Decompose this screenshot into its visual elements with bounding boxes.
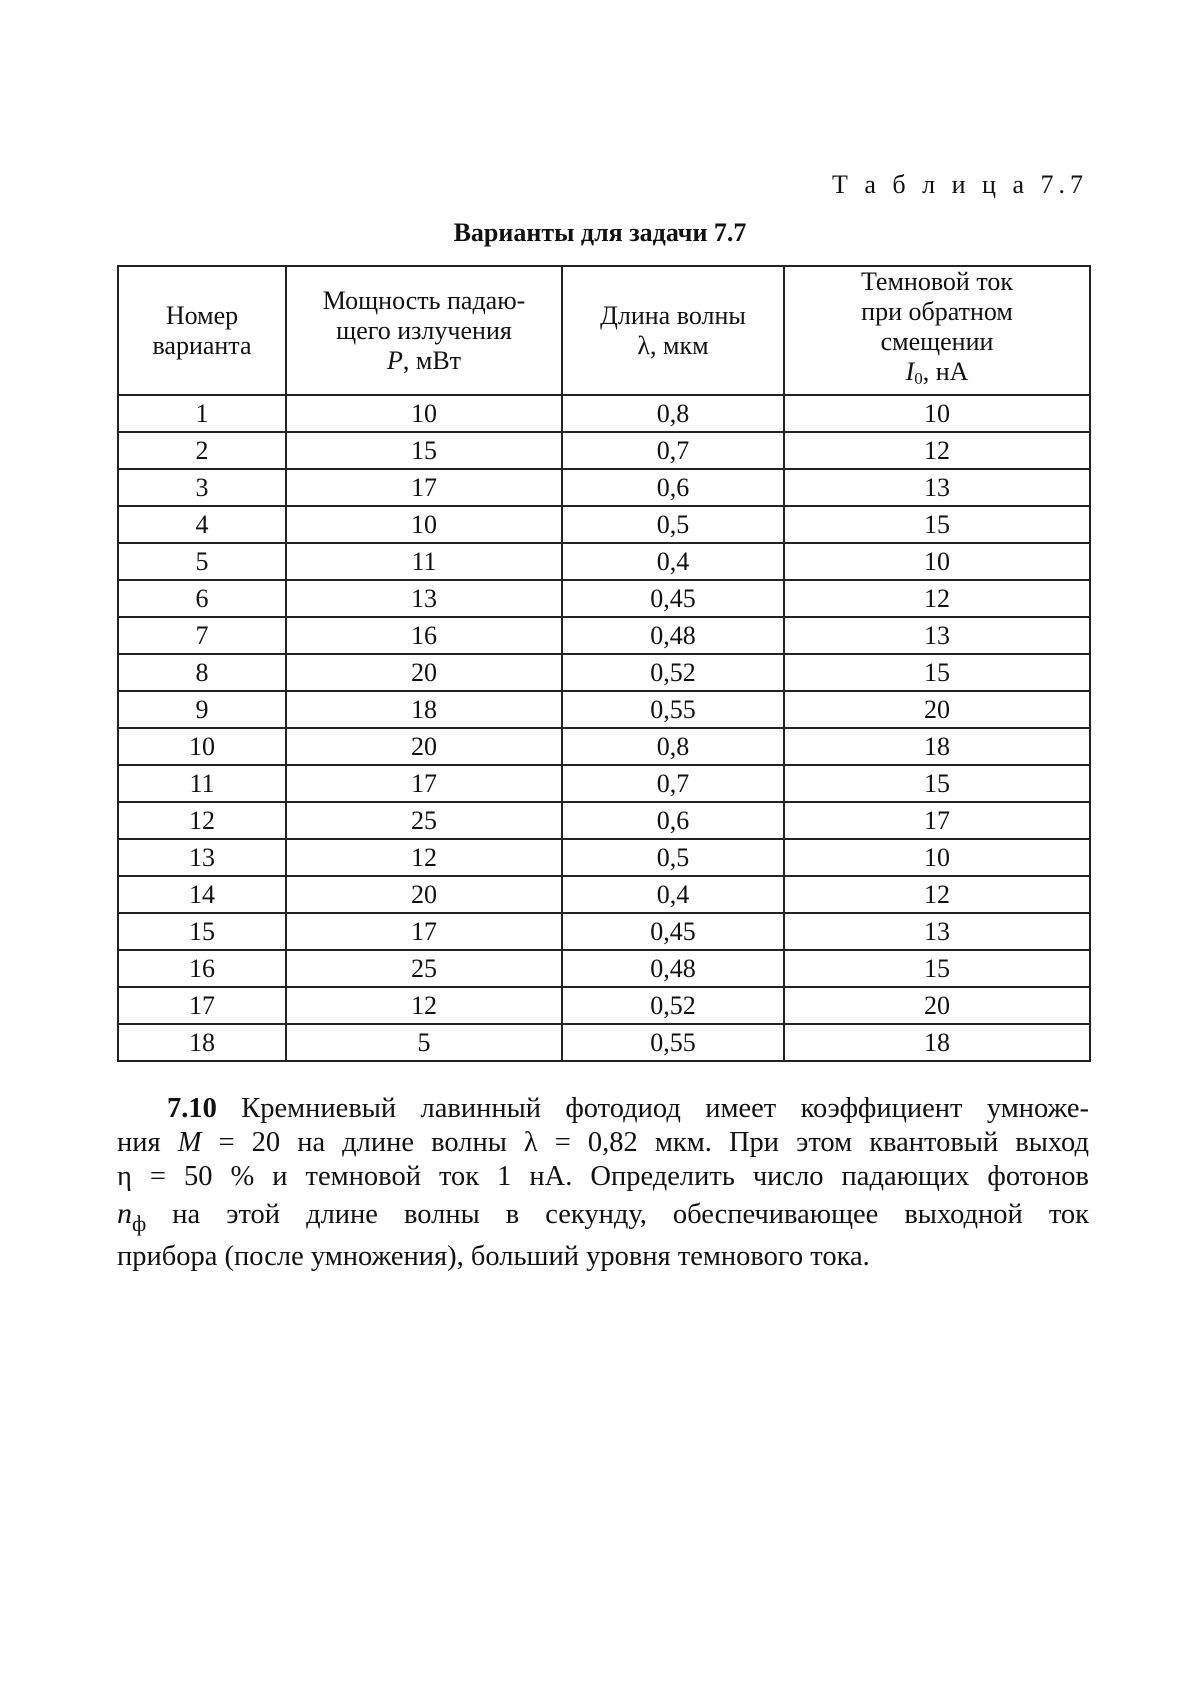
cell-wavelength: 0,55 (562, 1024, 784, 1061)
cell-variant-number: 5 (118, 543, 286, 580)
cell-variant-number: 13 (118, 839, 286, 876)
cell-variant-number: 6 (118, 580, 286, 617)
cell-wavelength: 0,5 (562, 506, 784, 543)
header-text: смещении (880, 327, 994, 356)
table-row (118, 691, 1090, 728)
power-symbol: P (386, 345, 403, 375)
variants-table (117, 265, 1091, 1062)
current-subscript: 0 (914, 369, 923, 388)
cell-variant-number: 4 (118, 506, 286, 543)
table-row (118, 654, 1090, 691)
table-caption: Т а б л и ц а 7.7 (832, 170, 1088, 199)
table-row (118, 1024, 1090, 1061)
cell-wavelength: 0,55 (562, 691, 784, 728)
problem-7-10 (117, 1092, 1089, 1274)
cell-power: 18 (286, 691, 562, 728)
cell-dark-current: 10 (784, 395, 1090, 432)
cell-wavelength: 0,4 (562, 543, 784, 580)
problem-line (117, 1194, 1089, 1240)
problem-line (117, 1092, 1089, 1126)
cell-variant-number: 8 (118, 654, 286, 691)
cell-variant-number: 9 (118, 691, 286, 728)
table-row (118, 950, 1090, 987)
multiplication-symbol: M (177, 1127, 202, 1158)
problem-line (117, 1160, 1089, 1194)
cell-power: 13 (286, 580, 562, 617)
cell-variant-number: 17 (118, 987, 286, 1024)
cell-dark-current: 10 (784, 543, 1090, 580)
current-unit: , нА (922, 357, 969, 386)
problem-number: 7.10 (167, 1093, 217, 1124)
cell-wavelength: 0,6 (562, 802, 784, 839)
problem-text: η = 50 % и темновой ток 1 нА. Определить число падающих фотонов (117, 1161, 1089, 1192)
cell-dark-current: 15 (784, 654, 1090, 691)
cell-power: 20 (286, 728, 562, 765)
cell-wavelength: 0,5 (562, 839, 784, 876)
cell-dark-current: 13 (784, 617, 1090, 654)
cell-power: 20 (286, 654, 562, 691)
current-symbol: I (905, 357, 915, 386)
cell-power: 12 (286, 839, 562, 876)
cell-power: 25 (286, 802, 562, 839)
cell-power: 20 (286, 876, 562, 913)
cell-dark-current: 15 (784, 950, 1090, 987)
cell-power: 5 (286, 1024, 562, 1061)
problem-text: = 20 на длине волны λ = 0,82 мкм. При этом квантовый выход (201, 1127, 1089, 1158)
cell-wavelength: 0,48 (562, 950, 784, 987)
photon-count-symbol (117, 1197, 147, 1236)
header-text: Длина волны (600, 300, 746, 330)
header-unit-line (287, 346, 561, 376)
cell-variant-number: 1 (118, 395, 286, 432)
cell-dark-current: 12 (784, 580, 1090, 617)
cell-wavelength: 0,52 (562, 654, 784, 691)
table-row (118, 469, 1090, 506)
cell-variant-number: 12 (118, 802, 286, 839)
cell-wavelength: 0,45 (562, 913, 784, 950)
cell-power: 17 (286, 469, 562, 506)
cell-dark-current: 15 (784, 506, 1090, 543)
cell-power: 12 (286, 987, 562, 1024)
cell-dark-current: 13 (784, 913, 1090, 950)
cell-power: 11 (286, 543, 562, 580)
table-row (118, 617, 1090, 654)
header-unit-line (785, 357, 1089, 394)
cell-dark-current: 18 (784, 728, 1090, 765)
cell-power: 15 (286, 432, 562, 469)
table-row (118, 839, 1090, 876)
cell-wavelength: 0,48 (562, 617, 784, 654)
table-title: Варианты для задачи 7.7 (453, 218, 747, 247)
cell-variant-number: 11 (118, 765, 286, 802)
header-text: Мощность падаю- (322, 285, 526, 315)
table-row (118, 506, 1090, 543)
table-row (118, 728, 1090, 765)
cell-power: 10 (286, 506, 562, 543)
cell-dark-current: 12 (784, 432, 1090, 469)
problem-text: ния (117, 1127, 178, 1158)
cell-wavelength: 0,8 (562, 395, 784, 432)
cell-wavelength: 0,4 (562, 876, 784, 913)
table-row (118, 543, 1090, 580)
table-body (118, 395, 1090, 1061)
table-row (118, 913, 1090, 950)
header-variant-number (118, 266, 286, 395)
problem-line (117, 1240, 1089, 1274)
header-text: λ, мкм (637, 330, 709, 360)
table-header-row (118, 266, 1090, 395)
cell-wavelength: 0,52 (562, 987, 784, 1024)
cell-variant-number: 3 (118, 469, 286, 506)
table-row (118, 802, 1090, 839)
cell-power: 10 (286, 395, 562, 432)
cell-wavelength: 0,6 (562, 469, 784, 506)
table-row (118, 876, 1090, 913)
cell-dark-current: 20 (784, 691, 1090, 728)
header-power (286, 266, 562, 395)
cell-variant-number: 15 (118, 913, 286, 950)
cell-wavelength: 0,45 (562, 580, 784, 617)
header-text: Темновой ток (861, 267, 1013, 296)
cell-power: 17 (286, 913, 562, 950)
table-row (118, 580, 1090, 617)
cell-variant-number: 10 (118, 728, 286, 765)
cell-dark-current: 18 (784, 1024, 1090, 1061)
cell-wavelength: 0,7 (562, 765, 784, 802)
cell-dark-current: 12 (784, 876, 1090, 913)
cell-power: 17 (286, 765, 562, 802)
table-row (118, 395, 1090, 432)
header-text: Номер (165, 300, 239, 330)
cell-dark-current: 10 (784, 839, 1090, 876)
cell-variant-number: 7 (118, 617, 286, 654)
problem-line (117, 1126, 1089, 1160)
cell-variant-number: 16 (118, 950, 286, 987)
cell-dark-current: 15 (784, 765, 1090, 802)
problem-text: прибора (после умножения), больший уровня темнового тока. (117, 1241, 870, 1272)
header-text: варианта (152, 330, 252, 360)
table-row (118, 765, 1090, 802)
cell-variant-number: 14 (118, 876, 286, 913)
cell-wavelength: 0,7 (562, 432, 784, 469)
power-unit: , мВт (402, 345, 462, 375)
cell-variant-number: 18 (118, 1024, 286, 1061)
cell-dark-current: 20 (784, 987, 1090, 1024)
cell-power: 16 (286, 617, 562, 654)
cell-power: 25 (286, 950, 562, 987)
cell-dark-current: 17 (784, 802, 1090, 839)
cell-variant-number: 2 (118, 432, 286, 469)
table-row (118, 987, 1090, 1024)
problem-text: Кремниевый лавинный фотодиод имеет коэффициент умноже- (241, 1093, 1089, 1124)
header-wavelength (562, 266, 784, 395)
table-row (118, 432, 1090, 469)
header-text: при обратном (861, 297, 1013, 326)
header-dark-current (784, 266, 1090, 395)
header-text: щего излучения (336, 315, 512, 345)
problem-text: на этой длине волны в секунду, обеспечивающее выходной ток (146, 1199, 1089, 1230)
cell-wavelength: 0,8 (562, 728, 784, 765)
cell-dark-current: 13 (784, 469, 1090, 506)
photon-symbol-subscript: ф (132, 1211, 147, 1236)
photon-symbol-n: n (117, 1197, 132, 1230)
